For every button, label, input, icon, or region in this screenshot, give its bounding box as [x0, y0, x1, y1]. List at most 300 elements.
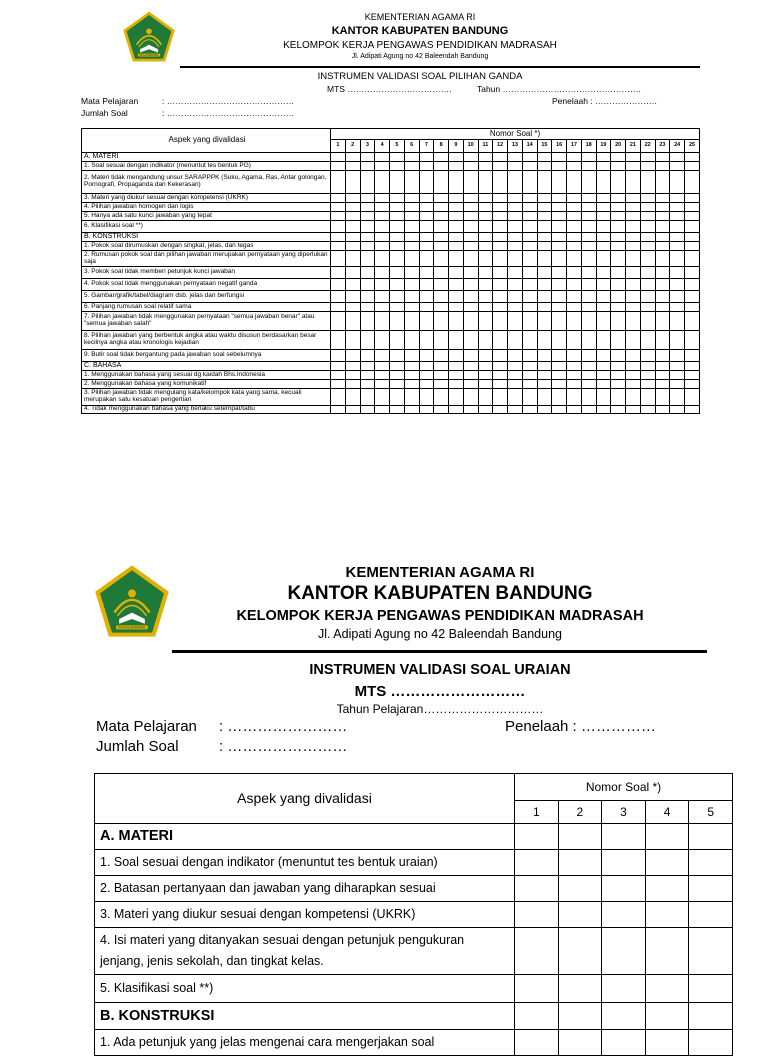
check-cell[interactable]: [345, 350, 360, 362]
check-cell[interactable]: [522, 233, 537, 242]
check-cell[interactable]: [375, 380, 390, 389]
check-cell[interactable]: [508, 162, 523, 171]
check-cell[interactable]: [508, 350, 523, 362]
check-cell[interactable]: [345, 194, 360, 203]
check-cell[interactable]: [522, 212, 537, 221]
check-cell[interactable]: [611, 203, 626, 212]
check-cell[interactable]: [463, 233, 478, 242]
check-cell[interactable]: [596, 389, 611, 406]
check-cell[interactable]: [493, 380, 508, 389]
check-cell[interactable]: [558, 1003, 602, 1030]
check-cell[interactable]: [685, 221, 700, 233]
check-cell[interactable]: [345, 371, 360, 380]
check-cell[interactable]: [449, 212, 464, 221]
check-cell[interactable]: [515, 824, 559, 850]
check-cell[interactable]: [596, 203, 611, 212]
check-cell[interactable]: [463, 362, 478, 371]
check-cell[interactable]: [508, 279, 523, 291]
check-cell[interactable]: [670, 221, 685, 233]
check-cell[interactable]: [331, 221, 346, 233]
check-cell[interactable]: [567, 331, 582, 350]
check-cell[interactable]: [404, 267, 419, 279]
check-cell[interactable]: [640, 171, 655, 194]
check-cell[interactable]: [375, 279, 390, 291]
check-cell[interactable]: [449, 251, 464, 267]
check-cell[interactable]: [537, 267, 552, 279]
check-cell[interactable]: [375, 350, 390, 362]
check-cell[interactable]: [478, 371, 493, 380]
check-cell[interactable]: [522, 203, 537, 212]
check-cell[interactable]: [537, 251, 552, 267]
check-cell[interactable]: [390, 171, 405, 194]
check-cell[interactable]: [493, 171, 508, 194]
check-cell[interactable]: [331, 162, 346, 171]
check-cell[interactable]: [640, 221, 655, 233]
check-cell[interactable]: [537, 242, 552, 251]
check-cell[interactable]: [581, 303, 596, 312]
check-cell[interactable]: [404, 303, 419, 312]
check-cell[interactable]: [404, 312, 419, 331]
check-cell[interactable]: [522, 279, 537, 291]
check-cell[interactable]: [567, 267, 582, 279]
check-cell[interactable]: [655, 212, 670, 221]
check-cell[interactable]: [478, 380, 493, 389]
check-cell[interactable]: [581, 389, 596, 406]
check-cell[interactable]: [552, 221, 567, 233]
check-cell[interactable]: [552, 194, 567, 203]
check-cell[interactable]: [581, 267, 596, 279]
check-cell[interactable]: [626, 389, 641, 406]
check-cell[interactable]: [640, 251, 655, 267]
check-cell[interactable]: [419, 242, 434, 251]
check-cell[interactable]: [478, 303, 493, 312]
check-cell[interactable]: [522, 194, 537, 203]
check-cell[interactable]: [493, 331, 508, 350]
check-cell[interactable]: [375, 162, 390, 171]
check-cell[interactable]: [581, 291, 596, 303]
check-cell[interactable]: [567, 233, 582, 242]
check-cell[interactable]: [390, 194, 405, 203]
check-cell[interactable]: [611, 380, 626, 389]
check-cell[interactable]: [449, 362, 464, 371]
check-cell[interactable]: [404, 194, 419, 203]
check-cell[interactable]: [390, 267, 405, 279]
check-cell[interactable]: [522, 251, 537, 267]
check-cell[interactable]: [449, 203, 464, 212]
check-cell[interactable]: [478, 291, 493, 303]
check-cell[interactable]: [537, 350, 552, 362]
check-cell[interactable]: [345, 380, 360, 389]
check-cell[interactable]: [640, 153, 655, 162]
check-cell[interactable]: [655, 406, 670, 414]
check-cell[interactable]: [404, 389, 419, 406]
check-cell[interactable]: [434, 153, 449, 162]
check-cell[interactable]: [596, 153, 611, 162]
check-cell[interactable]: [685, 279, 700, 291]
check-cell[interactable]: [375, 242, 390, 251]
check-cell[interactable]: [434, 331, 449, 350]
check-cell[interactable]: [670, 303, 685, 312]
check-cell[interactable]: [360, 194, 375, 203]
check-cell[interactable]: [419, 221, 434, 233]
check-cell[interactable]: [552, 203, 567, 212]
check-cell[interactable]: [596, 406, 611, 414]
check-cell[interactable]: [508, 194, 523, 203]
check-cell[interactable]: [581, 233, 596, 242]
check-cell[interactable]: [558, 928, 602, 975]
check-cell[interactable]: [552, 212, 567, 221]
check-cell[interactable]: [626, 221, 641, 233]
check-cell[interactable]: [404, 162, 419, 171]
check-cell[interactable]: [567, 312, 582, 331]
check-cell[interactable]: [602, 928, 646, 975]
check-cell[interactable]: [522, 171, 537, 194]
check-cell[interactable]: [493, 303, 508, 312]
check-cell[interactable]: [478, 203, 493, 212]
check-cell[interactable]: [611, 212, 626, 221]
check-cell[interactable]: [478, 233, 493, 242]
check-cell[interactable]: [537, 194, 552, 203]
check-cell[interactable]: [640, 242, 655, 251]
check-cell[interactable]: [537, 212, 552, 221]
check-cell[interactable]: [493, 162, 508, 171]
check-cell[interactable]: [640, 267, 655, 279]
check-cell[interactable]: [611, 251, 626, 267]
check-cell[interactable]: [390, 331, 405, 350]
check-cell[interactable]: [419, 406, 434, 414]
check-cell[interactable]: [596, 331, 611, 350]
check-cell[interactable]: [602, 824, 646, 850]
check-cell[interactable]: [626, 212, 641, 221]
check-cell[interactable]: [655, 153, 670, 162]
check-cell[interactable]: [537, 380, 552, 389]
check-cell[interactable]: [552, 380, 567, 389]
check-cell[interactable]: [434, 162, 449, 171]
check-cell[interactable]: [463, 331, 478, 350]
check-cell[interactable]: [404, 291, 419, 303]
check-cell[interactable]: [670, 331, 685, 350]
check-cell[interactable]: [515, 850, 559, 876]
check-cell[interactable]: [685, 380, 700, 389]
check-cell[interactable]: [670, 233, 685, 242]
check-cell[interactable]: [522, 242, 537, 251]
check-cell[interactable]: [611, 153, 626, 162]
check-cell[interactable]: [493, 406, 508, 414]
check-cell[interactable]: [345, 153, 360, 162]
check-cell[interactable]: [689, 1030, 733, 1056]
check-cell[interactable]: [508, 233, 523, 242]
check-cell[interactable]: [626, 162, 641, 171]
check-cell[interactable]: [552, 162, 567, 171]
check-cell[interactable]: [602, 876, 646, 902]
check-cell[interactable]: [522, 362, 537, 371]
check-cell[interactable]: [655, 362, 670, 371]
check-cell[interactable]: [522, 389, 537, 406]
check-cell[interactable]: [670, 279, 685, 291]
check-cell[interactable]: [596, 212, 611, 221]
check-cell[interactable]: [508, 291, 523, 303]
check-cell[interactable]: [611, 291, 626, 303]
check-cell[interactable]: [567, 350, 582, 362]
check-cell[interactable]: [508, 331, 523, 350]
check-cell[interactable]: [552, 406, 567, 414]
check-cell[interactable]: [434, 380, 449, 389]
check-cell[interactable]: [596, 380, 611, 389]
check-cell[interactable]: [596, 303, 611, 312]
check-cell[interactable]: [655, 312, 670, 331]
check-cell[interactable]: [645, 824, 689, 850]
check-cell[interactable]: [434, 350, 449, 362]
check-cell[interactable]: [493, 242, 508, 251]
check-cell[interactable]: [360, 233, 375, 242]
check-cell[interactable]: [434, 312, 449, 331]
check-cell[interactable]: [522, 153, 537, 162]
check-cell[interactable]: [434, 194, 449, 203]
check-cell[interactable]: [522, 162, 537, 171]
check-cell[interactable]: [515, 975, 559, 1003]
check-cell[interactable]: [345, 251, 360, 267]
check-cell[interactable]: [463, 406, 478, 414]
check-cell[interactable]: [522, 221, 537, 233]
check-cell[interactable]: [567, 362, 582, 371]
check-cell[interactable]: [360, 380, 375, 389]
check-cell[interactable]: [508, 267, 523, 279]
check-cell[interactable]: [493, 312, 508, 331]
check-cell[interactable]: [478, 251, 493, 267]
check-cell[interactable]: [493, 194, 508, 203]
check-cell[interactable]: [463, 312, 478, 331]
check-cell[interactable]: [331, 380, 346, 389]
check-cell[interactable]: [390, 279, 405, 291]
check-cell[interactable]: [611, 371, 626, 380]
check-cell[interactable]: [515, 928, 559, 975]
check-cell[interactable]: [596, 371, 611, 380]
check-cell[interactable]: [375, 221, 390, 233]
check-cell[interactable]: [596, 362, 611, 371]
check-cell[interactable]: [581, 406, 596, 414]
check-cell[interactable]: [404, 350, 419, 362]
check-cell[interactable]: [552, 233, 567, 242]
check-cell[interactable]: [478, 221, 493, 233]
check-cell[interactable]: [331, 350, 346, 362]
check-cell[interactable]: [515, 1030, 559, 1056]
check-cell[interactable]: [419, 233, 434, 242]
check-cell[interactable]: [685, 242, 700, 251]
check-cell[interactable]: [360, 303, 375, 312]
check-cell[interactable]: [596, 291, 611, 303]
check-cell[interactable]: [645, 975, 689, 1003]
check-cell[interactable]: [390, 212, 405, 221]
check-cell[interactable]: [493, 291, 508, 303]
check-cell[interactable]: [478, 312, 493, 331]
check-cell[interactable]: [331, 251, 346, 267]
check-cell[interactable]: [449, 331, 464, 350]
check-cell[interactable]: [360, 389, 375, 406]
check-cell[interactable]: [670, 212, 685, 221]
check-cell[interactable]: [375, 331, 390, 350]
check-cell[interactable]: [689, 824, 733, 850]
check-cell[interactable]: [655, 162, 670, 171]
check-cell[interactable]: [602, 850, 646, 876]
check-cell[interactable]: [685, 194, 700, 203]
check-cell[interactable]: [685, 153, 700, 162]
check-cell[interactable]: [602, 975, 646, 1003]
check-cell[interactable]: [449, 162, 464, 171]
check-cell[interactable]: [581, 242, 596, 251]
check-cell[interactable]: [537, 371, 552, 380]
check-cell[interactable]: [508, 221, 523, 233]
check-cell[interactable]: [626, 171, 641, 194]
check-cell[interactable]: [390, 221, 405, 233]
check-cell[interactable]: [360, 350, 375, 362]
check-cell[interactable]: [404, 242, 419, 251]
check-cell[interactable]: [596, 221, 611, 233]
check-cell[interactable]: [558, 902, 602, 928]
check-cell[interactable]: [463, 212, 478, 221]
check-cell[interactable]: [685, 212, 700, 221]
check-cell[interactable]: [390, 233, 405, 242]
check-cell[interactable]: [478, 153, 493, 162]
check-cell[interactable]: [640, 279, 655, 291]
check-cell[interactable]: [449, 406, 464, 414]
check-cell[interactable]: [670, 406, 685, 414]
check-cell[interactable]: [640, 291, 655, 303]
check-cell[interactable]: [419, 251, 434, 267]
check-cell[interactable]: [434, 221, 449, 233]
check-cell[interactable]: [345, 212, 360, 221]
check-cell[interactable]: [552, 371, 567, 380]
check-cell[interactable]: [611, 303, 626, 312]
check-cell[interactable]: [478, 350, 493, 362]
check-cell[interactable]: [552, 242, 567, 251]
check-cell[interactable]: [611, 194, 626, 203]
check-cell[interactable]: [375, 251, 390, 267]
check-cell[interactable]: [685, 331, 700, 350]
check-cell[interactable]: [404, 153, 419, 162]
check-cell[interactable]: [434, 251, 449, 267]
check-cell[interactable]: [626, 203, 641, 212]
check-cell[interactable]: [645, 1003, 689, 1030]
check-cell[interactable]: [626, 312, 641, 331]
check-cell[interactable]: [508, 362, 523, 371]
check-cell[interactable]: [508, 303, 523, 312]
check-cell[interactable]: [626, 251, 641, 267]
check-cell[interactable]: [508, 389, 523, 406]
check-cell[interactable]: [558, 850, 602, 876]
check-cell[interactable]: [602, 902, 646, 928]
check-cell[interactable]: [567, 212, 582, 221]
check-cell[interactable]: [670, 267, 685, 279]
check-cell[interactable]: [640, 312, 655, 331]
check-cell[interactable]: [640, 303, 655, 312]
check-cell[interactable]: [478, 267, 493, 279]
check-cell[interactable]: [689, 928, 733, 975]
check-cell[interactable]: [537, 362, 552, 371]
check-cell[interactable]: [463, 279, 478, 291]
check-cell[interactable]: [360, 153, 375, 162]
check-cell[interactable]: [419, 362, 434, 371]
check-cell[interactable]: [508, 171, 523, 194]
check-cell[interactable]: [508, 212, 523, 221]
check-cell[interactable]: [463, 153, 478, 162]
check-cell[interactable]: [655, 331, 670, 350]
check-cell[interactable]: [552, 350, 567, 362]
check-cell[interactable]: [449, 380, 464, 389]
check-cell[interactable]: [390, 242, 405, 251]
check-cell[interactable]: [463, 267, 478, 279]
check-cell[interactable]: [567, 251, 582, 267]
check-cell[interactable]: [404, 212, 419, 221]
check-cell[interactable]: [581, 171, 596, 194]
check-cell[interactable]: [508, 242, 523, 251]
check-cell[interactable]: [331, 171, 346, 194]
check-cell[interactable]: [449, 233, 464, 242]
check-cell[interactable]: [552, 153, 567, 162]
check-cell[interactable]: [404, 331, 419, 350]
check-cell[interactable]: [360, 221, 375, 233]
check-cell[interactable]: [419, 153, 434, 162]
check-cell[interactable]: [558, 975, 602, 1003]
check-cell[interactable]: [375, 389, 390, 406]
check-cell[interactable]: [404, 233, 419, 242]
check-cell[interactable]: [640, 350, 655, 362]
check-cell[interactable]: [670, 251, 685, 267]
check-cell[interactable]: [434, 371, 449, 380]
check-cell[interactable]: [611, 389, 626, 406]
check-cell[interactable]: [685, 350, 700, 362]
check-cell[interactable]: [640, 371, 655, 380]
check-cell[interactable]: [360, 203, 375, 212]
check-cell[interactable]: [522, 331, 537, 350]
check-cell[interactable]: [331, 362, 346, 371]
check-cell[interactable]: [611, 233, 626, 242]
check-cell[interactable]: [611, 279, 626, 291]
check-cell[interactable]: [331, 291, 346, 303]
check-cell[interactable]: [404, 362, 419, 371]
check-cell[interactable]: [434, 242, 449, 251]
check-cell[interactable]: [626, 350, 641, 362]
check-cell[interactable]: [626, 194, 641, 203]
check-cell[interactable]: [331, 303, 346, 312]
check-cell[interactable]: [404, 203, 419, 212]
check-cell[interactable]: [645, 876, 689, 902]
check-cell[interactable]: [670, 171, 685, 194]
check-cell[interactable]: [626, 380, 641, 389]
check-cell[interactable]: [640, 162, 655, 171]
check-cell[interactable]: [331, 312, 346, 331]
check-cell[interactable]: [419, 203, 434, 212]
check-cell[interactable]: [331, 212, 346, 221]
check-cell[interactable]: [655, 233, 670, 242]
check-cell[interactable]: [434, 406, 449, 414]
check-cell[interactable]: [596, 312, 611, 331]
check-cell[interactable]: [655, 194, 670, 203]
check-cell[interactable]: [493, 203, 508, 212]
check-cell[interactable]: [537, 233, 552, 242]
check-cell[interactable]: [640, 203, 655, 212]
check-cell[interactable]: [537, 153, 552, 162]
check-cell[interactable]: [640, 212, 655, 221]
check-cell[interactable]: [522, 350, 537, 362]
check-cell[interactable]: [515, 876, 559, 902]
check-cell[interactable]: [449, 267, 464, 279]
check-cell[interactable]: [375, 267, 390, 279]
check-cell[interactable]: [331, 331, 346, 350]
check-cell[interactable]: [685, 251, 700, 267]
check-cell[interactable]: [331, 242, 346, 251]
check-cell[interactable]: [537, 312, 552, 331]
check-cell[interactable]: [611, 221, 626, 233]
